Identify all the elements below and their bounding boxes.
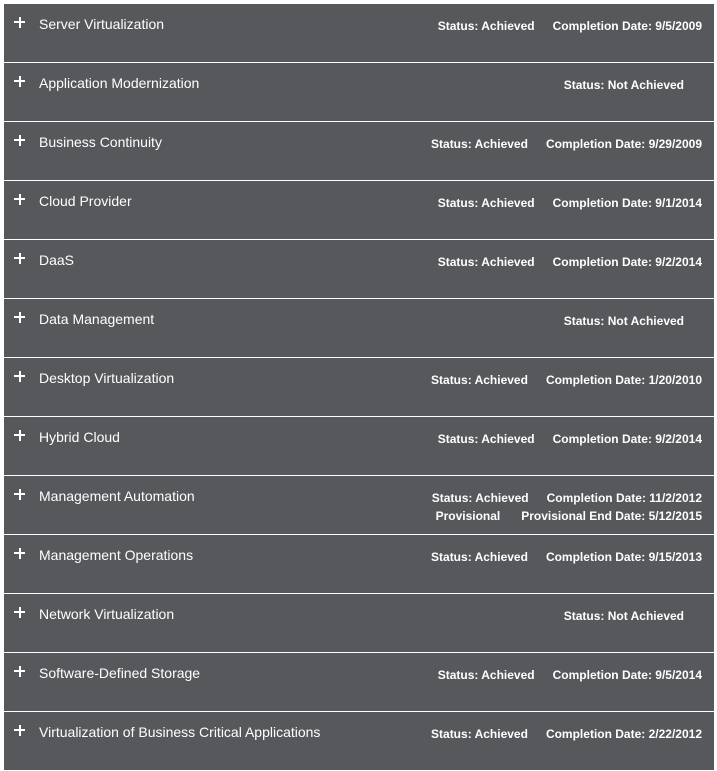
status-line: [438, 253, 702, 271]
row-title: Virtualization of Business Critical Applications: [39, 724, 321, 740]
status-line: [431, 548, 702, 566]
completion-date: Completion Date: 9/15/2013: [545, 550, 702, 564]
plus-icon[interactable]: [13, 605, 27, 619]
row-title: Application Modernization: [39, 75, 200, 91]
plus-icon[interactable]: [13, 428, 27, 442]
status-line: [438, 17, 702, 35]
status-line: [432, 489, 702, 507]
row-title: Hybrid Cloud: [39, 429, 120, 445]
row-meta: [431, 548, 702, 566]
row-meta: [564, 607, 684, 625]
competency-accordion: [4, 4, 714, 771]
plus-icon[interactable]: [13, 133, 27, 147]
row-title: DaaS: [39, 252, 75, 268]
status-text: Status: Achieved: [431, 137, 528, 151]
accordion-row[interactable]: [4, 417, 714, 476]
completion-date: Completion Date: 9/29/2009: [545, 137, 702, 151]
row-title: Desktop Virtualization: [39, 370, 175, 386]
status-line: [564, 76, 684, 94]
row-meta: [431, 135, 702, 153]
plus-icon[interactable]: [13, 74, 27, 88]
row-meta: [432, 489, 702, 525]
accordion-row[interactable]: [4, 299, 714, 358]
plus-icon[interactable]: [13, 251, 27, 265]
plus-icon[interactable]: [13, 723, 27, 737]
completion-date: Completion Date: 9/2/2014: [552, 255, 702, 269]
status-text: Status: Not Achieved: [563, 78, 684, 92]
accordion-row[interactable]: [4, 476, 714, 535]
status-text: Status: Achieved: [437, 668, 535, 682]
status-text: Status: Achieved: [437, 196, 535, 210]
row-meta: [431, 371, 702, 389]
completion-date: Completion Date: 9/5/2014: [552, 668, 702, 682]
plus-icon[interactable]: [13, 487, 27, 501]
row-title: Management Operations: [39, 547, 194, 563]
row-meta: [438, 194, 702, 212]
row-meta: [564, 312, 684, 330]
row-meta: [438, 430, 702, 448]
row-meta: [564, 76, 684, 94]
accordion-row[interactable]: [4, 358, 714, 417]
provisional-label: Provisional: [435, 509, 501, 523]
status-text: Status: Not Achieved: [563, 314, 684, 328]
plus-icon[interactable]: [13, 664, 27, 678]
status-text: Status: Achieved: [431, 491, 529, 505]
status-line: [564, 607, 684, 625]
accordion-row[interactable]: [4, 535, 714, 594]
provisional-end-date: Provisional End Date: 5/12/2015: [521, 509, 702, 523]
plus-icon[interactable]: [13, 546, 27, 560]
accordion-row[interactable]: [4, 63, 714, 122]
provisional-line: [432, 507, 702, 525]
row-meta: [438, 666, 702, 684]
row-title: Data Management: [39, 311, 155, 327]
row-title: Business Continuity: [39, 134, 162, 150]
row-title: Management Automation: [39, 488, 195, 504]
row-title: Network Virtualization: [39, 606, 175, 622]
accordion-row[interactable]: [4, 653, 714, 712]
accordion-row[interactable]: [4, 594, 714, 653]
row-meta: [431, 725, 702, 743]
status-text: Status: Achieved: [437, 19, 535, 33]
status-line: [431, 371, 702, 389]
status-text: Status: Achieved: [437, 255, 535, 269]
accordion-row[interactable]: [4, 122, 714, 181]
accordion-row[interactable]: [4, 181, 714, 240]
row-meta: [438, 17, 702, 35]
accordion-row[interactable]: [4, 240, 714, 299]
completion-date: Completion Date: 2/22/2012: [545, 727, 702, 741]
status-text: Status: Achieved: [431, 727, 528, 741]
plus-icon[interactable]: [13, 310, 27, 324]
completion-date: Completion Date: 11/2/2012: [546, 491, 702, 505]
status-line: [438, 194, 702, 212]
completion-date: Completion Date: 9/5/2009: [552, 19, 702, 33]
row-title: Software-Defined Storage: [39, 665, 201, 681]
completion-date: Completion Date: 9/2/2014: [552, 432, 702, 446]
plus-icon[interactable]: [13, 369, 27, 383]
status-line: [438, 666, 702, 684]
status-text: Status: Achieved: [437, 432, 535, 446]
row-title: Server Virtualization: [39, 16, 165, 32]
completion-date: Completion Date: 9/1/2014: [552, 196, 702, 210]
completion-date: Completion Date: 1/20/2010: [545, 373, 702, 387]
status-text: Status: Achieved: [431, 373, 528, 387]
accordion-row[interactable]: [4, 4, 714, 63]
status-line: [431, 725, 702, 743]
status-line: [431, 135, 702, 153]
row-meta: [438, 253, 702, 271]
row-title: Cloud Provider: [39, 193, 132, 209]
status-text: Status: Achieved: [431, 550, 528, 564]
status-line: [564, 312, 684, 330]
status-text: Status: Not Achieved: [563, 609, 684, 623]
accordion-row[interactable]: [4, 712, 714, 771]
plus-icon[interactable]: [13, 192, 27, 206]
plus-icon[interactable]: [13, 15, 27, 29]
status-line: [438, 430, 702, 448]
